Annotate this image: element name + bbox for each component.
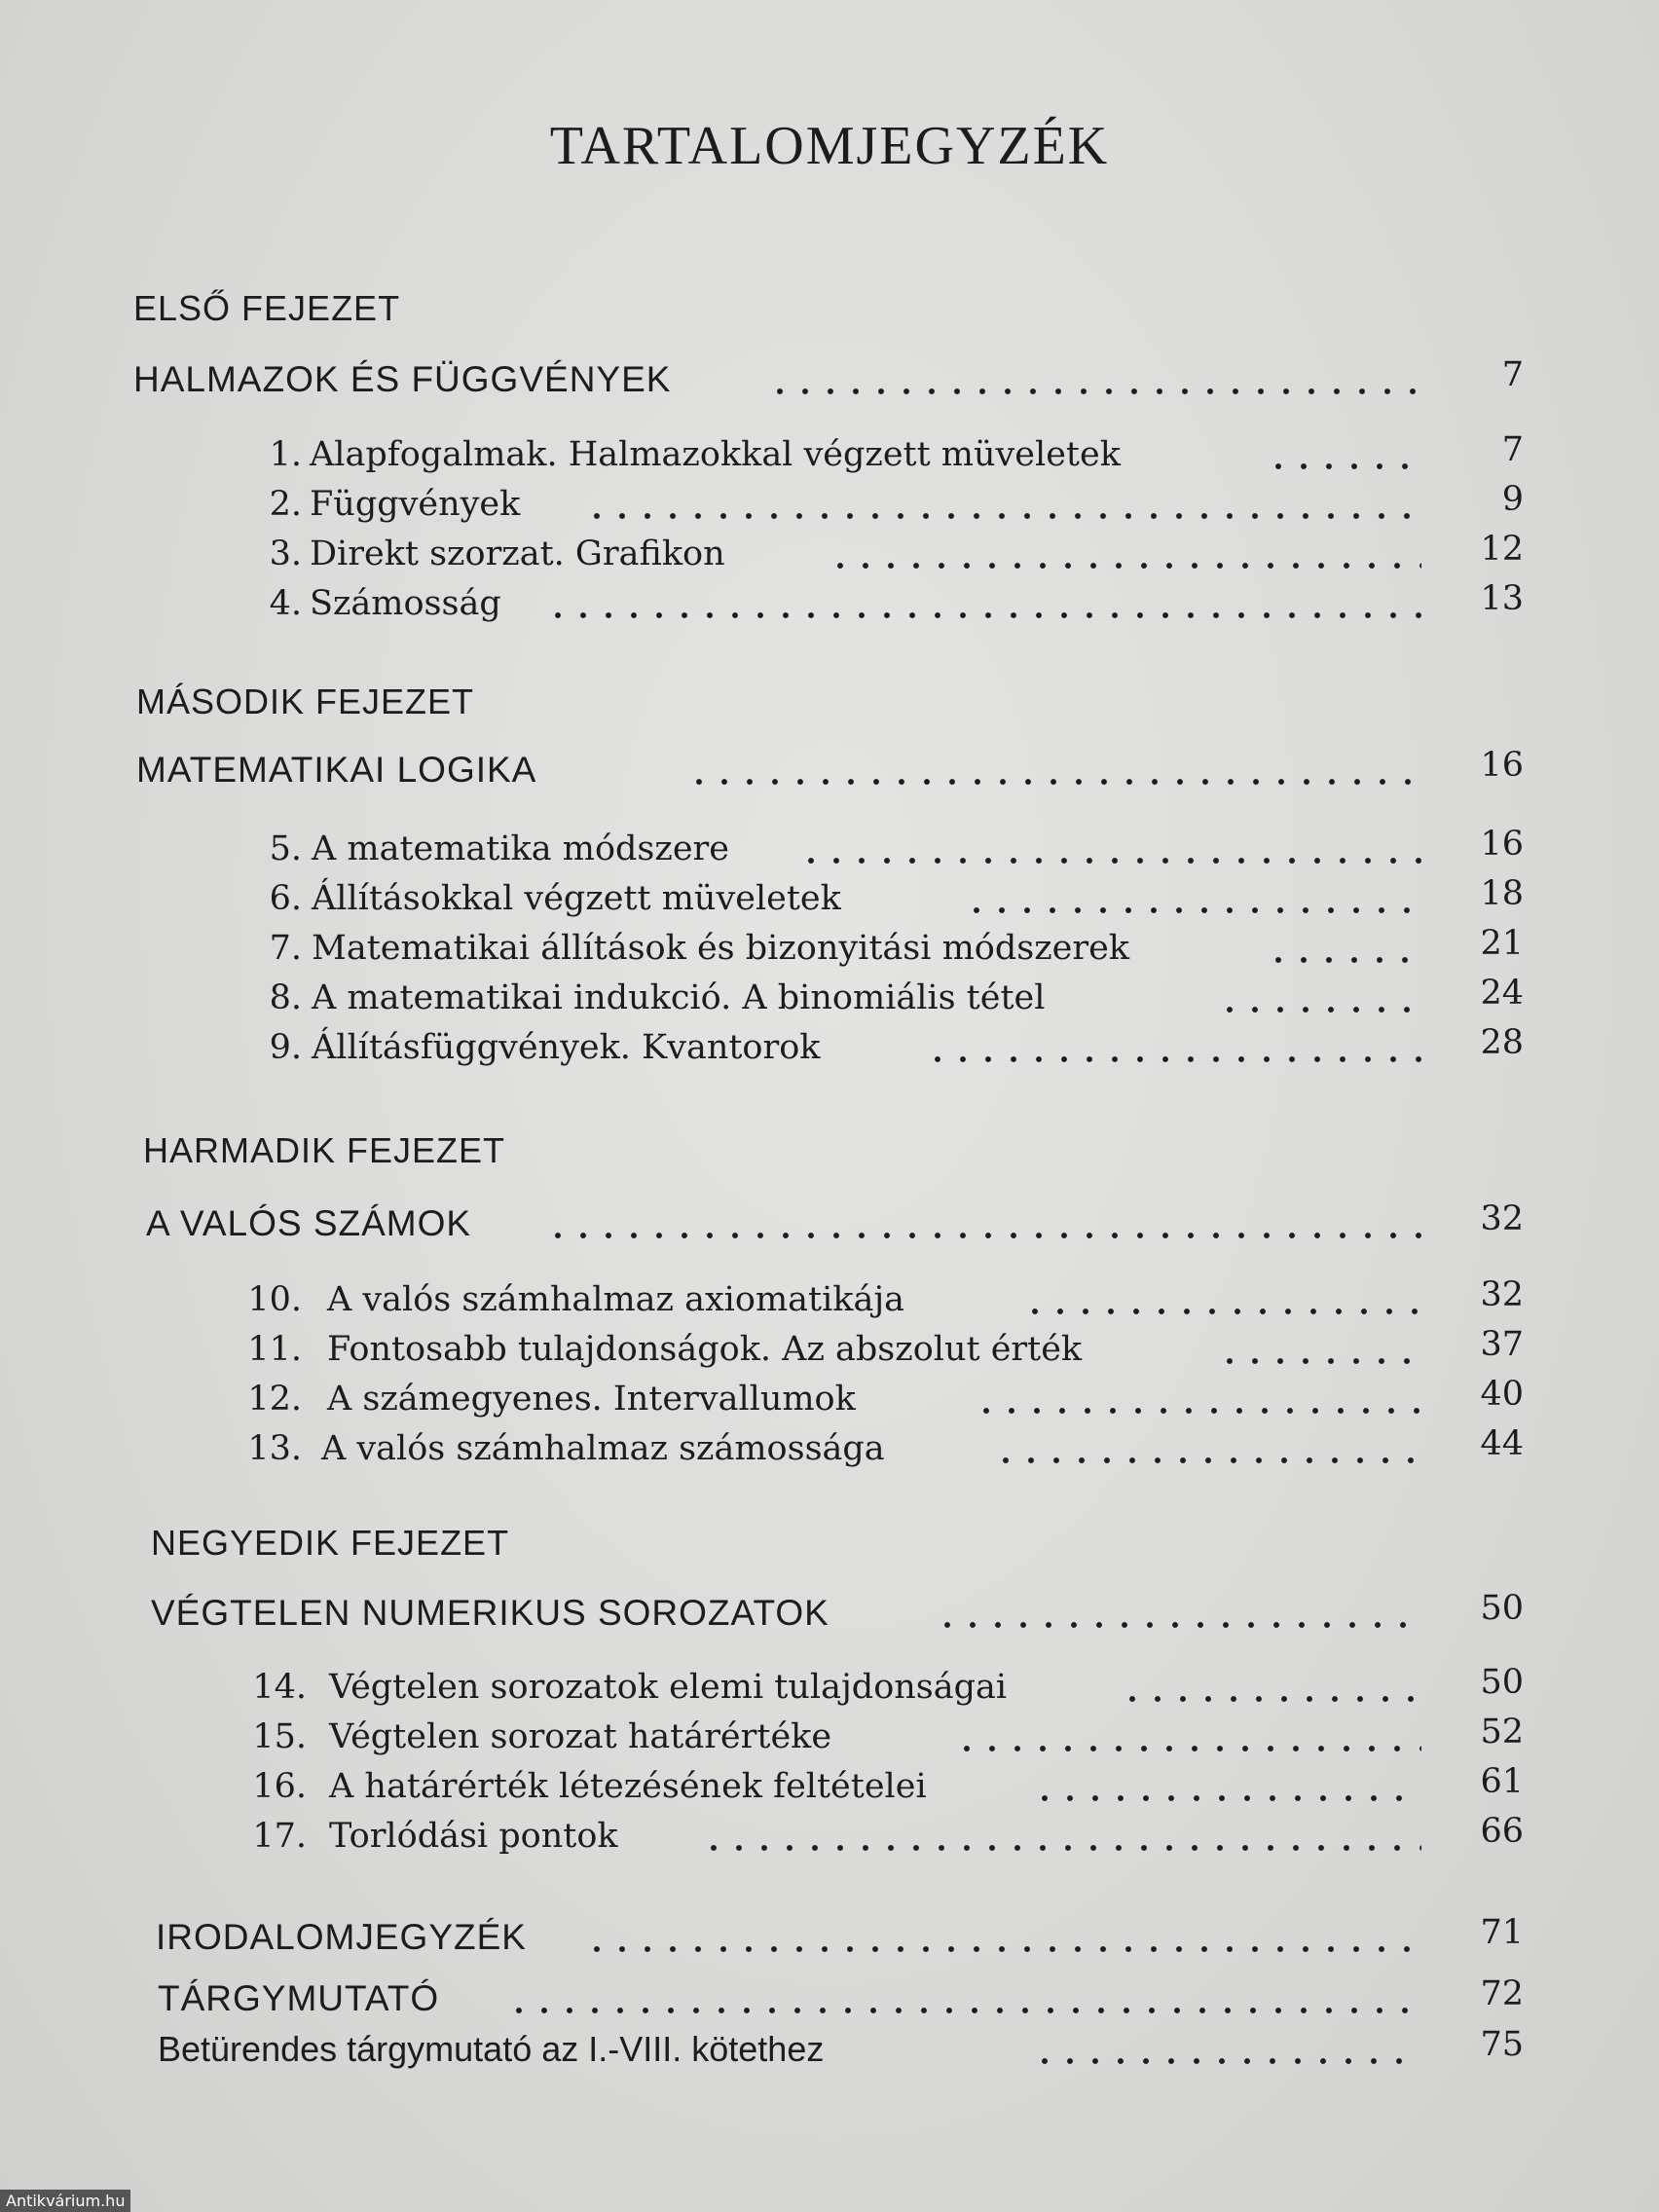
dot-leader — [686, 777, 1421, 787]
toc-chapter-entry — [0, 1199, 1659, 1248]
dot-leader — [701, 1843, 1421, 1853]
page-number: 44 — [1480, 1424, 1524, 1463]
section-number: 16. — [252, 1767, 307, 1806]
section-title: Fontosabb tulajdonságok. Az abszolut érték — [327, 1330, 1083, 1369]
dot-leader — [1032, 2056, 1421, 2066]
section-number: 15. — [252, 1717, 307, 1756]
chapter-label: NEGYEDIK FEJEZET — [151, 1523, 510, 1563]
toc-section-entry — [0, 924, 1659, 973]
dot-leader — [964, 905, 1421, 915]
dot-leader — [798, 856, 1421, 866]
dot-leader — [925, 1054, 1421, 1064]
toc-section-entry — [0, 1424, 1659, 1473]
toc-chapter-entry — [0, 355, 1659, 404]
section-title: A matematikai indukció. A binomiális tétel — [312, 978, 1046, 1017]
page-number: 7 — [1501, 355, 1524, 394]
page-number: 50 — [1480, 1663, 1524, 1702]
dot-leader — [954, 1744, 1421, 1753]
section-number: 8. — [269, 978, 302, 1017]
toc-chapter-entry — [0, 1589, 1659, 1638]
section-title: Számosság — [310, 584, 501, 623]
toc-section-entry — [0, 1375, 1659, 1423]
section-title: Állításfüggvények. Kvantorok — [312, 1028, 821, 1067]
page-number: 61 — [1480, 1762, 1524, 1801]
page-title: TARTALOMJEGYZÉK — [549, 116, 1110, 176]
dot-leader — [1266, 955, 1421, 965]
dot-leader — [1217, 1005, 1421, 1014]
dot-leader — [1120, 1694, 1421, 1704]
section-title: A matematika módszere — [312, 830, 729, 868]
section-number: 5. — [269, 830, 302, 868]
dot-leader — [828, 561, 1421, 571]
dot-leader — [1217, 1356, 1421, 1366]
section-title: Matematikai állítások és bizonyitási módszerek — [312, 929, 1129, 968]
dot-leader — [506, 2006, 1421, 2015]
watermark: Antikvárium.hu — [0, 2190, 130, 2212]
toc-section-entry — [0, 1663, 1659, 1712]
page-number: 12 — [1480, 530, 1524, 569]
page-number: 72 — [1480, 1974, 1524, 2013]
dot-leader — [993, 1456, 1421, 1465]
page-number: 40 — [1480, 1375, 1524, 1414]
section-number: 1. — [269, 435, 302, 474]
page-number: 16 — [1480, 746, 1524, 785]
page-number: 9 — [1501, 480, 1524, 519]
back-matter-title: IRODALOMJEGYZÉK — [156, 1917, 527, 1957]
dot-leader — [545, 610, 1421, 620]
page-number: 32 — [1480, 1275, 1524, 1314]
page-number: 50 — [1480, 1589, 1524, 1628]
dot-leader — [545, 1231, 1421, 1240]
chapter-title: A VALÓS SZÁMOK — [146, 1203, 472, 1243]
toc-back-matter-entry — [0, 2025, 1659, 2074]
section-title: A valós számhalmaz axiomatikája — [327, 1280, 905, 1319]
section-number: 10. — [247, 1280, 302, 1319]
section-number: 6. — [269, 879, 302, 918]
chapter-label: HARMADIK FEJEZET — [143, 1130, 506, 1170]
page-number: 66 — [1480, 1812, 1524, 1851]
section-title: Végtelen sorozat határértéke — [329, 1717, 832, 1756]
section-number: 11. — [247, 1330, 302, 1369]
page-number: 52 — [1480, 1713, 1524, 1751]
section-title: Torlódási pontok — [329, 1817, 618, 1856]
page-number: 28 — [1480, 1023, 1524, 1062]
section-title: Alapfogalmak. Halmazokkal végzett müveletek — [310, 435, 1121, 474]
page-number: 16 — [1480, 825, 1524, 864]
toc-section-entry — [0, 480, 1659, 529]
chapter-title: VÉGTELEN NUMERIKUS SOROZATOK — [151, 1593, 830, 1633]
section-title: A számegyenes. Intervallumok — [327, 1380, 856, 1419]
section-number: 4. — [269, 584, 302, 623]
chapter-label: ELSŐ FEJEZET — [133, 288, 401, 328]
toc-section-entry — [0, 974, 1659, 1022]
back-matter-title: TÁRGYMUTATÓ — [158, 1978, 440, 2018]
section-number: 7. — [269, 929, 302, 968]
page-number: 7 — [1501, 430, 1524, 469]
page-number: 21 — [1480, 924, 1524, 963]
toc-section-entry — [0, 1812, 1659, 1861]
dot-leader — [1266, 461, 1421, 471]
section-title: A valós számhalmaz számossága — [321, 1429, 885, 1468]
dot-leader — [767, 387, 1421, 396]
section-title: Függvények — [310, 485, 521, 524]
toc-section-entry — [0, 874, 1659, 923]
toc-section-entry — [0, 430, 1659, 479]
toc-section-entry — [0, 1275, 1659, 1324]
dot-leader — [1032, 1793, 1421, 1803]
page-number: 32 — [1480, 1199, 1524, 1238]
section-number: 17. — [252, 1817, 307, 1856]
toc-section-entry — [0, 1023, 1659, 1072]
toc-section-entry — [0, 530, 1659, 578]
page-number: 13 — [1480, 579, 1524, 618]
section-title: Direkt szorzat. Grafikon — [310, 535, 725, 573]
toc-section-entry — [0, 825, 1659, 873]
chapter-label: MÁSODIK FEJEZET — [136, 682, 475, 721]
toc-section-entry — [0, 1713, 1659, 1761]
page-number: 24 — [1480, 974, 1524, 1013]
page-number: 75 — [1480, 2025, 1524, 2064]
toc-section-entry — [0, 579, 1659, 628]
section-number: 14. — [252, 1668, 307, 1707]
chapter-title: HALMAZOK ÉS FÜGGVÉNYEK — [133, 359, 672, 399]
page-number: 71 — [1480, 1913, 1524, 1952]
dot-leader — [935, 1620, 1421, 1630]
dot-leader — [584, 1944, 1421, 1954]
section-number: 12. — [247, 1380, 302, 1419]
dot-leader — [1022, 1307, 1421, 1316]
toc-section-entry — [0, 1762, 1659, 1811]
section-title: A határérték létezésének feltételei — [329, 1767, 927, 1806]
toc-chapter-entry — [0, 746, 1659, 794]
toc-back-matter-entry — [0, 1974, 1659, 2023]
section-number: 3. — [269, 535, 302, 573]
page-number: 37 — [1480, 1325, 1524, 1364]
chapter-title: MATEMATIKAI LOGIKA — [136, 750, 537, 790]
section-number: 9. — [269, 1028, 302, 1067]
section-title: Végtelen sorozatok elemi tulajdonságai — [329, 1668, 1008, 1707]
back-matter-title: Betürendes tárgymutató az I.-VIII. kötethez — [158, 2029, 825, 2069]
dot-leader — [584, 511, 1421, 521]
toc-back-matter-entry — [0, 1913, 1659, 1962]
section-number: 2. — [269, 485, 302, 524]
toc-section-entry — [0, 1325, 1659, 1374]
page-number: 18 — [1480, 874, 1524, 913]
section-title: Állításokkal végzett müveletek — [312, 879, 841, 918]
section-number: 13. — [247, 1429, 302, 1468]
dot-leader — [974, 1406, 1421, 1416]
